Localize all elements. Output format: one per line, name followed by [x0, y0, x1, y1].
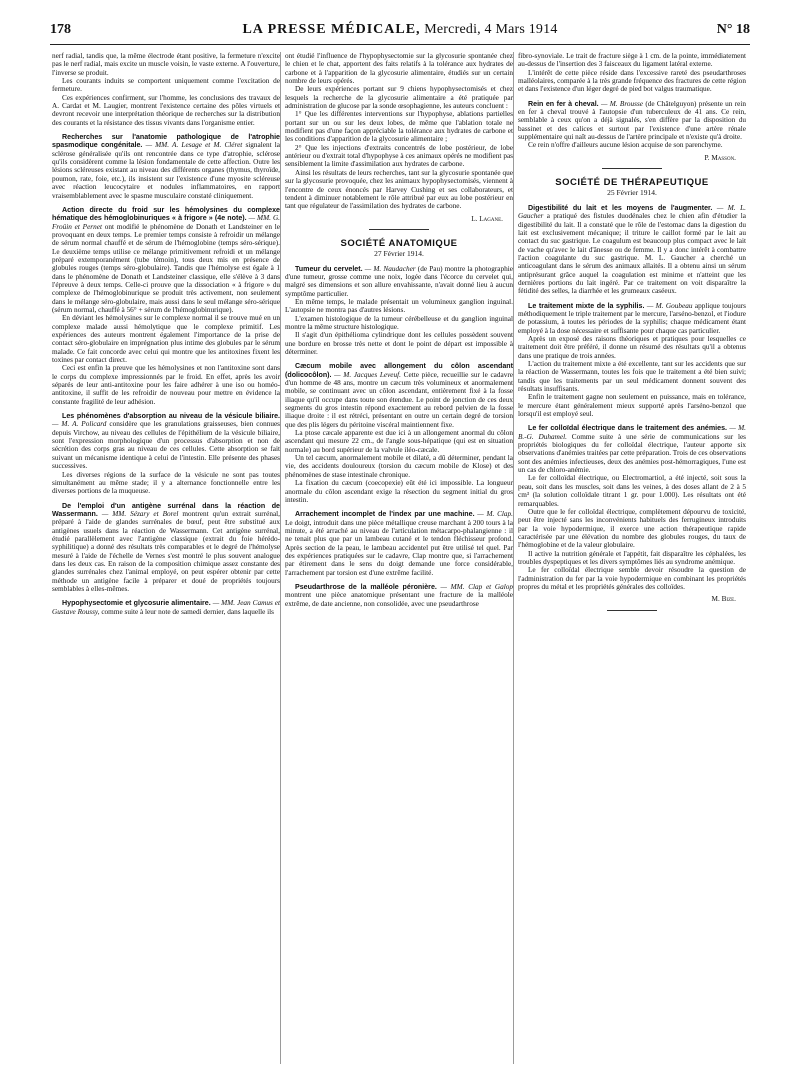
paragraph: En même temps, le malade présentait un volumineux ganglion inguinal. L'autopsie ne montra pas d'autres lésions. — [285, 297, 513, 315]
article-title: Arrachement incomplet de l'index par une machine. — [295, 510, 475, 519]
section-date: 25 Février 1914. — [607, 188, 657, 198]
article-text: a pratiqué des fistules duodénales chez le chien afin d'étudier la digestibilité du lait. Il a constaté que le rôle de l'estomac dans la digestion du lait est exclusivement mécanique; il triture le caillot formé par le lait au contact du suc gastrique. Le coagulum est beaucoup plus compact avec le lait de vache qu'avec le lait d'ânesse ou de femme. Il y a donc intérêt à combattre l'action coagulante du suc gastrique. M. L. Gaucher a cherché un anticoagulant dans le sérum des animaux allaités. Il a obtenu ainsi un sérum antiprésurant grâce auquel la coagulation est minime et n'atteint que les dernières portions du lait ingéré. Par ce traitement on voit disparaître la fétidité des selles, la diarrhée et les grumeaux caséeux. — [518, 212, 747, 296]
article-authors: — MM. G. Froüin et Pernet — [52, 214, 280, 231]
paragraph: Les diverses régions de la surface de la vésicule ne sont pas toutes simultanément au même stade; il y a alternance fonctionnelle entre les diverses portions de la muqueuse. — [52, 470, 280, 496]
paragraph: L'examen histologique de la tumeur cérébelleuse et du ganglion inguinal montre la même structure histologique. — [285, 314, 513, 331]
article-authors: — MM. Clap et Galop — [440, 582, 513, 591]
article-authors: — M. A. Policard — [52, 420, 107, 429]
page-number: 178 — [50, 22, 71, 37]
paragraph: La ptose cæcale apparente est due ici à un allongement anormal du côlon ascendant qui mesure 22 cm., de l'angle sous-hépatique (qui est en situation normale) au bord supérieur de la valvule iléo-cæcale. — [285, 429, 513, 454]
paragraph: fibro-synoviale. Le trait de fracture siège à 1 cm. de la pointe, immédiatement au-dessus de l'insertion des 3 faisceaux du ligament latéral externe. — [518, 52, 746, 69]
article — [52, 502, 280, 594]
article-title: De l'emploi d'un antigène surrénal dans la réaction de Wassermann. — [52, 501, 280, 518]
article-title: Les phénomènes d'absorption au niveau de la vésicule biliaire. — [62, 412, 280, 421]
signature: L. Lagane. — [471, 214, 503, 223]
paragraph: La fixation du cæcum (coecopexie) eût été ici impossible. La longueur anormale du côlon ascendant exige la résection du segment initial du gros intestin. — [285, 479, 513, 504]
column-divider — [280, 52, 281, 1064]
article-authors: — M. L. Gaucher — [518, 203, 746, 221]
article-authors: — MM. A. Lesage et M. Cléret — [145, 141, 243, 150]
article-title: Digestibilité du lait et les moyens de l'augmenter. — [528, 203, 713, 212]
page-header — [50, 22, 750, 44]
section-heading: SOCIÉTÉ DE THÉRAPEUTIQUE — [555, 177, 709, 189]
article-authors: — M. Clap. — [477, 510, 513, 519]
column-1 — [52, 52, 280, 616]
article-title: Pseudarthrose de la malléole péronière. — [295, 582, 437, 591]
article — [52, 133, 280, 200]
paragraph: Ces expériences confirment, sur l'homme, les conclusions des travaux de A. Cardat et M. Laugier, montrent l'existence certaine des pôles virtuels et devront recevoir une interprétation théorique de recherches sur la distribution des courants et la résistance des tissus vivants dans l'organisme entier. — [52, 93, 280, 127]
paragraph: Outre que le fer colloïdal électrique, complètement dépourvu de toxicité, peut être injecté sans les inconvénients habituels des ferrugineux introduits par la voie hypodermique, il exerce une action thérapeutique rapide caractérisée par une élévation du nombre des globules rouges, du taux de l'hémoglobine et de la valeur globulaire. — [518, 507, 746, 550]
paragraph: ont étudié l'influence de l'hypophysectomie sur la glycosurie spontanée chez le chien et le chat, apportent des faits relatifs à la tolérance aux hydrates de carbone et à l'apparition de la glycosurie alimentaire, étudiés sur un certain nombre de leurs opérés. — [285, 52, 513, 86]
article-title: Cæcum mobile avec allongement du côlon ascendant (dolicocôlon). — [285, 362, 513, 379]
paragraph: L'intérêt de cette pièce réside dans l'excessive rareté des pseudarthroses malléolaires, comparée à la très grande fréquence des fractures de cette région et dans l'existence d'un léger degré de pied bot valgus traumatique. — [518, 68, 746, 94]
article-text: Le doigt, introduit dans une pièce métallique creuse marchant à 200 tours à la minute, a été arraché au niveau de l'articulation métacarpo-phalangienne : il ne tenait plus que par un lambeau cutané et le tendon fléchisseur profond. Après section de la peau, le lambeau accidentel put être utilisé tel quel. Par des expériences pratiquées sur le cadavre, Clap montre que, si l'arrachement par étirement dans le sens du doigt demande une force considérable, l'arrachement par torsion est d'une extrême facilité. — [285, 518, 513, 577]
separator-rule — [369, 229, 429, 230]
section-heading: SOCIÉTÉ ANATOMIQUE — [340, 237, 458, 249]
signature: M. Bize. — [711, 595, 736, 604]
paragraph: Le fer colloïdal électrique semble devoir résoudre la question de l'administration du fer par la voie hypodermique en combinant les propriétés propres du métal et les propriétés générales des colloïdes. — [518, 566, 746, 591]
article — [285, 583, 513, 608]
paragraph: Après un exposé des raisons théoriques et pratiques pour lesquelles ce traitement doit être préféré, il donne un résumé des résultats qu'il a obtenus dans une pratique de trois années. — [518, 334, 746, 360]
article-authors: — MM. Sézary et Borel — [101, 509, 179, 518]
paragraph: Le fer colloïdal électrique, ou Electromartiol, a été injecté, soit sous la peau, soit dans les muscles, soit dans les veines, à des doses allant de 2 à 5 cm³ (la solution colloïdale titrant 1 gr. pour 1.000). Les résultats ont été remarquables. — [518, 474, 746, 508]
paragraph: nerf radial, tandis que, la même électrode étant positive, la fermeture n'excite pas le nerf radial, mais excite un muscle voisin, le vaste externe. A l'ouverture, l'inverse se produit. — [52, 52, 280, 77]
article — [52, 206, 280, 314]
paragraph: Les courants induits se comportent uniquement comme l'excitation de fermeture. — [52, 77, 280, 94]
article — [518, 204, 746, 296]
article-text: considère que les granulations graisseuses, bien connues depuis Virchow, au niveau des cellules de l'épithélium de la vésicule biliaire, sont l'expression morphologique d'un processus d'absorption et non de sécrétion des corps gras au niveau de ces cellules. Cette absorption se fait suivant un mécanisme identique à celui de l'intestin. Elle présente des phases successives. — [52, 420, 281, 471]
signature: P. Masson. — [704, 153, 736, 162]
article — [52, 412, 280, 470]
column-3 — [518, 52, 746, 617]
article — [52, 599, 280, 616]
article — [518, 100, 746, 142]
article — [518, 424, 746, 474]
paragraph: Un tel cæcum, anormalement mobile et dilaté, a dû déterminer, pendant la vie, des accidents douloureux (torsion du cæcum mobile de Klose) et des phénomènes de stase intestinale chronique. — [285, 454, 513, 479]
article — [285, 265, 513, 298]
article — [285, 362, 513, 429]
journal-name: LA PRESSE MÉDICALE, — [242, 22, 421, 37]
article-authors: — M. Naudacher — [364, 264, 416, 273]
paragraph: Enfin le traitement gagne non seulement en puissance, mais en tolérance, le mercure étant généralement mieux supporté après l'arséno-benzol que lorsqu'il est employé seul. — [518, 393, 746, 419]
article-text: montrent qu'un extrait surrénal, préparé à l'aide de glandes surrénales de bœuf, peut être substitué aux antigènes usuels dans la réaction de Wassermann. Cet antigène surrénal, étudié parallèlement avec l'antigène classique (extrait du foie hérédo-syphilitique) a donné des résultats très comparables et le degré de l'hémolyse mesuré à l'aide de l'échelle de Vernes s'est montré le plus souvent analogue dans les deux cas. En raison de la composition chimique assez constante des glandes surrénales chez l'animal employé, on peut espérer obtenir par cette méthode un antigène facile à préparer et doué de propriétés toujours semblables à elles-mêmes. — [52, 509, 280, 593]
article-text: (de Pau) montre la photographie d'une tumeur, grosse comme une noix, logée dans l'écorce du cervelet qui, malgré ses dimensions et son allure envahissante, n'avait donné lieu à aucun symptôme particulier. — [285, 264, 513, 298]
article-text: signalent la sclérose généralisée qu'ils ont rencontrée dans ce type d'atrophie, sclérose qu'ils considèrent comme la lésion fondamentale de cette affection. Outre les lésions scléreuses existant au niveau des différents organes (thymus, thyroïde, poumon, rate, foie, etc.), ils insistent sur l'existence d'une myosite scléreuse avec réaction leucocytaire et nodules inflammatoires, en rapport vraisemblablement avec le spasme musculaire constaté cliniquement. — [52, 141, 280, 200]
article-text: (de Châtelguyon) présente un rein en fer à cheval trouvé à l'autopsie d'un tuberculeux de 41 ans. Ce rein, semblable à ceux qu'on a déjà signalés, s'en diffère par la disposition du bassinet et des calices et surtout par l'existence d'une artère rénale supplémentaire qui naît au-dessus de l'artère principale et n'existe qu'à droite. — [518, 99, 747, 142]
paragraph: Ainsi les résultats de leurs recherches, tant sur la glycosurie spontanée que sur la glycosurie provoquée, chez les animaux hypophysectomisés, viennent à l'encontre de ceux énoncés par Harvey Cushing et ses collaborateurs, et tendent à diminuer notablement le rôle attribué par eux au lobe postérieur en tant que régulateur de l'assimilation des hydrates de carbone. — [285, 168, 513, 211]
article-title: Action directe du froid sur les hémolysines du complexe hématique des hémoglobinuriques « à frigore » (4e note). — [52, 205, 280, 223]
article-authors: — M. B.-G. Duhamel. — [518, 424, 746, 441]
article-text: montrent une pièce anatomique présentant une fracture de la malléole extrême, de date ancienne, non consolidée, avec une pseudarthrose — [285, 591, 513, 608]
article-text: Cette pièce, recueillie sur le cadavre d'un homme de 48 ans, montre un cæcum très volumineux et anormalement mobile, se continuant avec un côlon ascendant, entièrement fixé à la fosse iliaque qu'il occupe dans toute son étendue. Le point de jonction de ces deux segments du gros intestin répond exactement au rebord pelvien de la fosse iliaque droite : il est rétréci, présentant en outre un certain degré de torsion que des plis légers du péritoine viscéral maintiennent fixe. — [285, 370, 513, 429]
paragraph: De leurs expériences portant sur 9 chiens hypophysectomisés et chez lesquels la recherche de la glycosurie alimentaire a été pratiquée par administration de glucose par la sonde œsophagienne, les auteurs concluent : — [285, 85, 513, 111]
paragraph: L'action du traitement mixte a été excellente, tant sur les accidents que sur la réaction de Wassermann, toutes les fois que le traitement a été bien suivi; tandis que les traitements par un seul médicament donnent souvent des résultats insuffisants. — [518, 360, 746, 394]
article-authors: — M. Brousse — [600, 99, 643, 108]
column-divider — [513, 52, 514, 1064]
article-text: applique toujours méthodiquement le triple traitement par le mercure, l'arséno-benzol, et l'iodure de potassium, à toutes les périodes de la syphilis; chaque médicament étant employé à la dose nécessaire et suffisante pour chaque cas particulier. — [518, 301, 746, 335]
paragraph: Ceci est enfin la preuve que les hémolysines et non l'antitoxine sont dans le corps du complexe impressionnés par le froid. En effet, après les avoir séparés de leur anti-antitoxine pour les faire adhérer à une iso ou homéo-antitoxine, il suffit de les refroidir de nouveau pour mettre en évidence la constante fragilité de leur adhésion. — [52, 364, 280, 406]
issue-number: N° 18 — [716, 22, 750, 37]
article-authors: — M. Goubeau — [646, 301, 693, 310]
paragraph: Il s'agit d'un épithélioma cylindrique dont les cellules possèdent souvent une bordure en brosse très nette et dont le point de départ est impossible à déterminer. — [285, 331, 513, 356]
separator-rule — [607, 610, 657, 611]
paragraph: En déviant les hémolysines sur le complexe normal il se trouve mué en un complexe malade aussi hémolytique que le complexe primitif. Les expériences des auteurs montrent également l'importance de la prise de contact séro-globulaire en imprégnation plus intime des globules par le sérum malade. Ce fait concorde avec celui qui montre que les antitoxines fixent les toxines par contact direct. — [52, 314, 280, 365]
article — [285, 510, 513, 577]
paragraph: Il active la nutrition générale et l'appétit, fait disparaître les céphalées, les troubles dyspeptiques et les divers symptômes liés au syndrome anémique. — [518, 549, 746, 566]
column-2 — [285, 52, 513, 608]
issue-date: Mercredi, 4 Mars 1914 — [424, 22, 558, 37]
separator-rule — [602, 168, 662, 169]
article — [518, 302, 746, 335]
article-title: Hypophysectomie et glycosurie alimentaire. — [62, 599, 211, 608]
header-rule — [50, 44, 750, 45]
section-date: 27 Février 1914. — [374, 249, 424, 259]
article-title: Le fer colloïdal électrique dans le traitement des anémies. — [528, 424, 727, 433]
article-text: Comme suite à une série de communications sur les propriétés biologiques du fer colloïdal électrique, l'auteur apporte six observations d'anémies traitées par cette préparation. Trois de ces observations sont des anémies infectieuses, deux des anémies post-hémorragiques, l'une est un cas de chloro-anémie. — [518, 432, 747, 475]
article-authors: — M. Jacques Leveuf. — [334, 370, 401, 379]
article-text: ont modifié le phénomène de Donath et Landsteiner en le provoquant en deux temps. Le premier temps consiste à refroidir un mélange de sérum normal chauffé et de sérum de l'hémoglobine (temps séro-sérique). Le deuxième temps utilise ce mélange primitivement refroidi et un mélange préparé extemporanément (tube témoin), tous deux mis en présence de globules rouges (temps séro-globulaire). Tandis que l'hémolyse est égale à 1 dans le phénomène de Donath et Landsteiner classique, elle s'élève à 3 dans l'épreuve à deux temps. Celle-ci prouve que la dissociation « à frigore » du complexe de l'hémoglobinurique se produit très activement, non seulement dans le mélange séro-globulaire, mais aussi dans le seul mélange séro-sérique (sérum normal, chauffé à 56° + sérum de l'hémoglobinurique). — [52, 222, 280, 314]
article-title: Rein en fer à cheval. — [528, 99, 599, 108]
article-authors: — MM. Jean Camus et Gustave Roussy, — [52, 599, 280, 616]
article-title: Recherches sur l'anatomie pathologique de l'atrophie spasmodique congénitale. — [52, 133, 280, 150]
article-text: comme suite à leur note de samedi dernier, dans laquelle ils — [101, 607, 274, 616]
article-title: Le traitement mixte de la syphilis. — [528, 301, 645, 310]
paragraph: 2° Que les injections d'extraits concentrés de lobe postérieur, de lobe antérieur ou d'extrait total d'hypophyse à ces animaux opérés ne modifient pas sensiblement la limite d'assimilation aux hydrates de carbone. — [285, 143, 513, 169]
running-title — [50, 22, 750, 38]
article-title: Tumeur du cervelet. — [295, 264, 363, 273]
paragraph: 1° Que les différentes interventions sur l'hypophyse, ablations partielles portant sur un ou sur les deux lobes, de même que l'ablation totale ne modifient pas d'une façon appréciable la tolérance aux hydrates de carbone et les conditions d'apparition de la glycosurie alimentaire ; — [285, 110, 513, 144]
paragraph: Ce rein n'offre d'ailleurs aucune lésion acquise de son parenchyme. — [528, 141, 723, 150]
